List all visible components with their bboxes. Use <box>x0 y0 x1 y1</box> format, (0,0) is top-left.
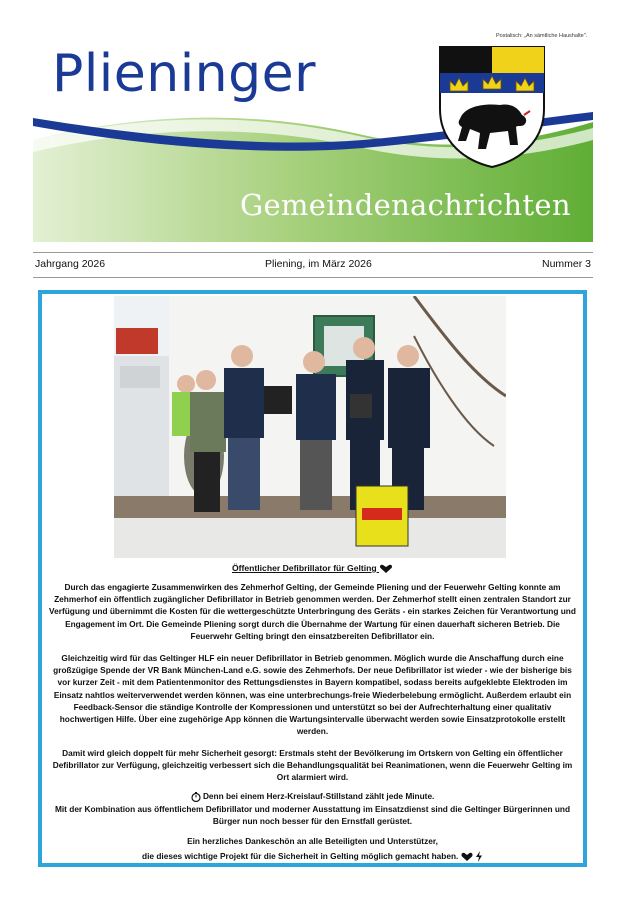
stopwatch-icon <box>191 792 201 802</box>
heart-icon <box>379 564 393 574</box>
article-heading: Öffentlicher Defibrillator für Gelting <box>42 563 583 574</box>
lightning-icon <box>475 851 483 862</box>
article-paragraph-4: Denn bei einem Herz-Kreislauf-Stillstand zählt jede Minute. <box>46 790 579 802</box>
photo-defibrillator-handover <box>114 296 506 558</box>
issue-info-bar <box>33 252 593 278</box>
article-paragraph-1: Durch das engagierte Zusammenwirken des Zehmerhof Gelting, der Gemeinde Pliening und der Feuerwehr Gelting konnte am Zehmerhof ein öffentlich zugänglicher Defibrillator in Betrieb genommen werden. Der Zehmerhof stellt einen zentralen Standort zur Verfügung und übernimmt die Kosten für die wettergeschützte Unterbringung des Geräts - ein starkes Zeichen für Verantwortung und Engagement im Ort. Die Gemeinde Pliening sorgt durch die Übernahme der Wartung für einen dauerhaft sicheren Betrieb. Die Feuerwehr Gelting bringt den einsatzbereiten Defibrillator ein. <box>49 582 576 641</box>
article-paragraph-5: Mit der Kombination aus öffentlichem Defibrillator und moderner Ausstattung im Einsatzdienst sind die Geltinger Bürgerinnen und Bürger nun noch besser für den Ernstfall gerüstet. <box>54 804 571 827</box>
issue-number-label: Nummer 3 <box>541 258 591 270</box>
article-paragraph-7: die dieses wichtige Projekt für die Sicherheit in Gelting möglich gemacht haben. <box>46 850 579 862</box>
masthead-title: Plieninger <box>52 44 316 104</box>
masthead-subtitle: Gemeindenachrichten <box>240 188 571 222</box>
place-date-label: Pliening, im März 2026 <box>265 258 372 270</box>
volume-label: Jahrgang 2026 <box>35 258 106 270</box>
article-paragraph-6: Ein herzliches Dankeschön an alle Beteiligten und Unterstützer, <box>187 836 438 846</box>
coat-of-arms-bear-crowns-icon <box>438 45 546 169</box>
article-paragraph-3: Damit wird gleich doppelt für mehr Sicherheit gesorgt: Erstmals steht der Bevölkerung im Ortskern von Gelting ein öffentlicher Defibrillator zur Verfügung, gleichzeitig verbessert sich die Behandlungsqualität bei Reanimationen, wenn die Feuerwehr Gelting im Ort alarmiert wird. <box>52 748 573 783</box>
article-paragraph-2: Gleichzeitig wird für das Geltinger HLF ein neuer Defibrillator in Betrieb genommen. Möglich wurde die Anschaffung durch eine großzügige Spende der VR Bank München-Land e.G. sowie des Zehmerhofs. Der neue Defibrillator ist wieder - wie der bisherige bis vor kurzer Zeit - mit dem Patientenmonitor des Rettungsdienstes in Bayern kompatibel, sodass bereits aufgeklebte Elektroden im Einsatz nahtlos weiterverwendet werden können, was eine unterbrechungs-freie Wiederbelebung ermöglicht. Außerdem erlaubt ein Feedback-Sensor die ständige Kontrolle der Kompressionen und unterstützt so bei der Aufrechterhaltung einer qualitativ hochwertigen Hilfe. Über eine zugehörige App können die Wartungsintervalle überwacht werden sowie Einsatzprotokolle erstellt werden. <box>53 653 572 737</box>
postal-note: Postalisch: „An sämtliche Haushalte". <box>496 33 588 39</box>
heart-icon <box>461 852 473 862</box>
